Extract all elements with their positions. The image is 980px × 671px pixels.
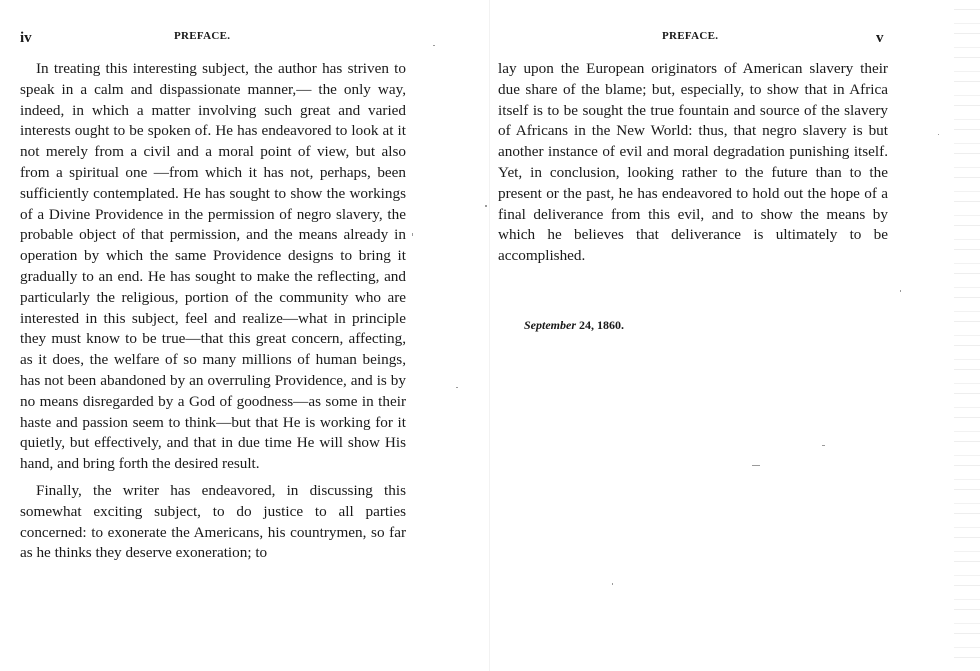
speck [412, 233, 413, 236]
right-page-body [498, 59, 888, 267]
speck [433, 45, 435, 46]
speck [485, 205, 487, 207]
preface-paragraph-2: Finally, the writer has endeavored, in discussing this somewhat exciting subject, to do justice to all parties concerned: to exonerate the Americans, his countrymen, so far as he thinks they deserve exoneration; to [20, 481, 406, 562]
speck [938, 134, 939, 135]
page-edge-scan-noise [954, 0, 980, 671]
speck [752, 465, 760, 466]
preface-paragraph-1: In treating this interesting subject, the author has striven to speak in a calm and dispassionate manner,— the only way, indeed, in which a matter involving such great and varied interests ought to be spoken of. He has endeavored to look at it not merely from a civil and a moral point of view, but also from a spiritual one —from which it has not, perhaps, been sufficiently contemplated. He has sought to show the workings of a Divine Providence in the permission of negro slavery, the probable object of that permission, and the means already in operation by which the same Providence designs to bring it gradually to an end. He has sought to make the reflecting, and particularly the religious, portion of the community who are interested in this subject, feel and realize—what in principle they must know to be true—that this great concern, affecting, as it does, the welfare of so many millions of human beings, has not been abandoned by an overruling Providence, and is by no means disregarded by a God of goodness—as some in their haste and passion seem to think—but that He is working for it quietly, but effectively, and that in due time He will show His hand, and bring forth the desired result. [20, 60, 406, 473]
left-running-head: PREFACE. [174, 30, 231, 42]
preface-paragraph-continued: lay upon the European originators of American slavery their due share of the blame; but, especially, to show that in Africa itself is to be sought the true fountain and source of the slavery of Africans in the New World: thus, that negro slavery is but another instance of evil and moral degradation punishing itself. Yet, in conclusion, looking rather to the future than to the present or the past, he has endeavored to hold out the hope of a final deliverance from this evil, and to show the means by which he believes that deliverance is ultimately to be accomplished. [498, 60, 888, 265]
speck [900, 290, 901, 292]
preface-date-month: September [524, 318, 576, 332]
speck [456, 387, 458, 388]
speck [822, 445, 825, 446]
preface-date-rest: 24, 1860. [579, 318, 624, 332]
right-running-head: PREFACE. [662, 30, 719, 42]
right-page [490, 0, 980, 671]
right-page-number: v [876, 30, 884, 46]
preface-date [524, 318, 624, 333]
left-page-number: iv [20, 30, 32, 46]
speck [612, 583, 613, 585]
left-page-body [20, 59, 406, 564]
